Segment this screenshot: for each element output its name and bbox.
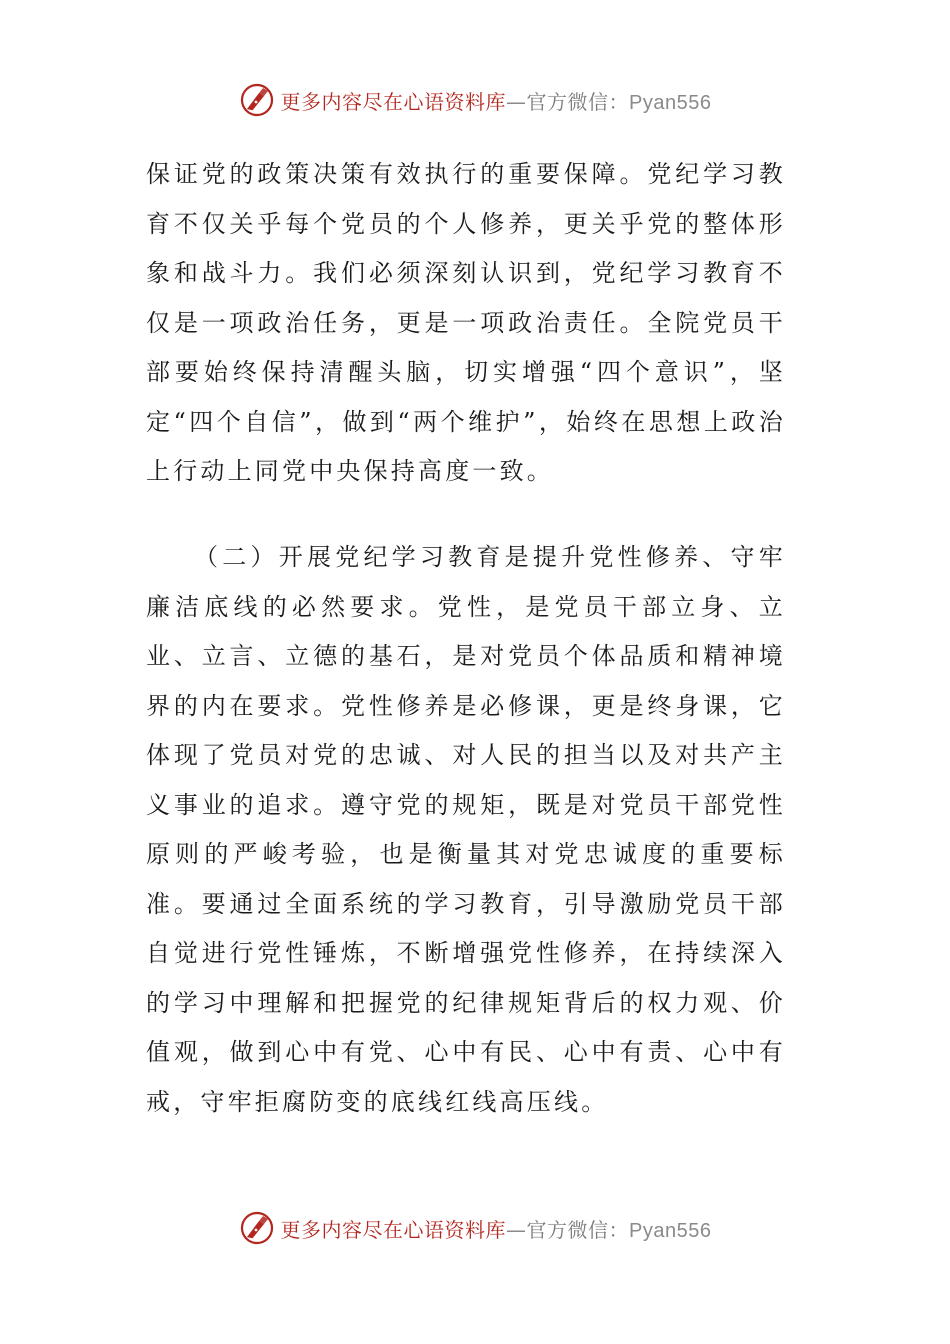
banner-account: Pyan556 bbox=[629, 1219, 712, 1242]
pen-nib-logo-icon bbox=[239, 82, 275, 118]
banner-main-text: 更多内容尽在心语资料库 bbox=[280, 1217, 507, 1242]
header-banner bbox=[0, 82, 950, 118]
banner-account: Pyan556 bbox=[629, 91, 712, 114]
banner-text bbox=[281, 1214, 712, 1243]
body-paragraph-1 bbox=[146, 150, 786, 497]
banner-label: 官方微信： bbox=[526, 1217, 630, 1242]
paragraph-text: 保证党的政策决策有效执行的重要保障。党纪学习教育不仅关乎每个党员的个人修养，更关乎党的整体形象和战斗力。我们必须深刻认识到，党纪学习教育不仅是一项政治任务，更是一项政治责任。全院党员干部要始终保持清醒头脑，切实增强“四个意识”，坚定“四个自信”，做到“两个维护”，始终在思想上政治上行动上同党中央保持高度一致。 bbox=[146, 160, 786, 485]
banner-label: 官方微信： bbox=[526, 89, 630, 114]
paragraph-text: （二）开展党纪学习教育是提升党性修养、守牢廉洁底线的必然要求。党性，是党员干部立身、立业、立言、立德的基石，是对党员个体品质和精神境界的内在要求。党性修养是必修课，更是终身课，它体现了党员对党的忠诚、对人民的担当以及对共产主义事业的追求。遵守党的规矩，既是对党员干部党性原则的严峻考验，也是衡量其对党忠诚度的重要标准。要通过全面系统的学习教育，引导激励党员干部自觉进行党性锤炼，不断增强党性修养，在持续深入的学习中理解和把握党的纪律规矩背后的权力观、价值观，做到心中有党、心中有民、心中有责、心中有戒，守牢拒腐防变的底线红线高压线。 bbox=[146, 543, 786, 1116]
pen-nib-logo-icon bbox=[239, 1210, 275, 1246]
body-paragraph-2 bbox=[146, 533, 786, 1127]
footer-banner bbox=[0, 1210, 950, 1246]
banner-separator: — bbox=[506, 89, 527, 114]
banner-text bbox=[281, 86, 712, 115]
banner-main-text: 更多内容尽在心语资料库 bbox=[280, 89, 507, 114]
banner-separator: — bbox=[506, 1217, 527, 1242]
